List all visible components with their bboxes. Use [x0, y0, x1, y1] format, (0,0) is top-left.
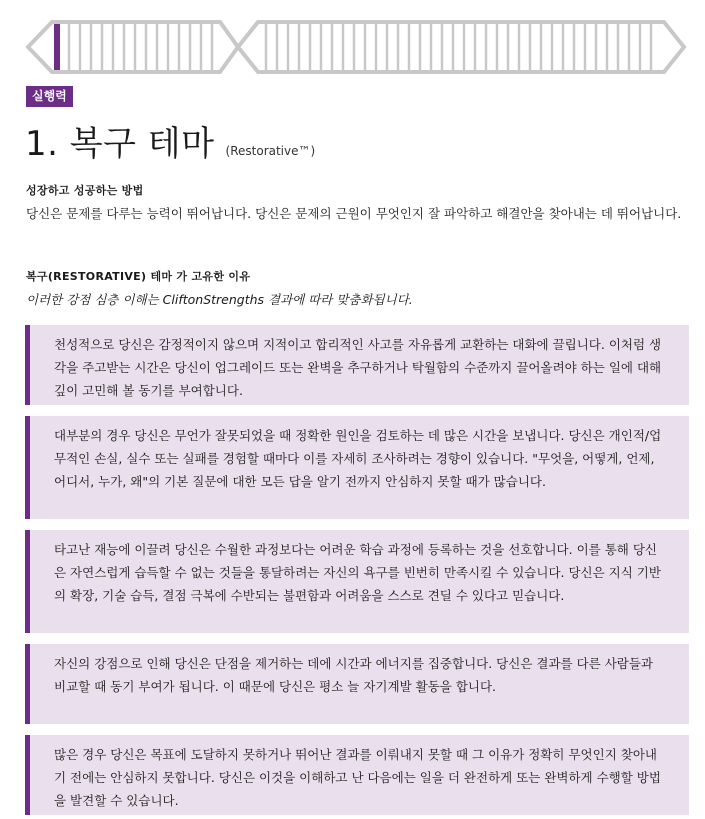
insight-card [25, 416, 689, 519]
domain-badge: 실행력 [26, 86, 73, 107]
insight-text: 타고난 재능에 이끌려 당신은 수월한 과정보다는 어려운 학습 과정에 등록하는 것을 선호합니다. 이를 통해 당신은 자연스럽게 습득할 수 없는 것들을 통달하려는 자신의 욕구를 빈번히 만족시킬 수 있습니다. 당신은 지식 기반의 확장, 기술 습득, 결점 극복에 수반되는 불편함과 어려움을 스스로 견딜 수 있다고 믿습니다. [54, 542, 661, 603]
section-heading-grow: 성장하고 성공하는 방법 [26, 184, 144, 197]
insight-card [25, 735, 689, 815]
section-body-unique: 이러한 강점 심층 이해는 CliftonStrengths 결과에 따라 맞춤화됩니다. [26, 292, 413, 307]
insight-card [25, 644, 689, 724]
insight-card [25, 530, 689, 633]
section-body-grow: 당신은 문제를 다루는 능력이 뛰어납니다. 당신은 문제의 근원이 무엇인지 잘 파악하고 해결안을 찾아내는 데 뛰어납니다. [26, 206, 682, 221]
theme-rank-banner [24, 14, 688, 80]
insight-text: 대부분의 경우 당신은 무언가 잘못되었을 때 정확한 원인을 검토하는 데 많은 시간을 보냅니다. 당신은 개인적/업무적인 손실, 실수 또는 실패를 경험할 때마다 이를 자세히 조사하려는 경향이 있습니다. "무엇을, 어떻게, 언제, 어디서, 누가, 왜"의 기본 질문에 대한 모든 답을 알기 전까지 안심하지 못할 때가 많습니다. [54, 428, 662, 489]
insight-text: 많은 경우 당신은 목표에 도달하지 못하거나 뛰어난 결과를 이뤄내지 못할 때 그 이유가 정확히 무엇인지 찾아내기 전에는 안심하지 못합니다. 당신은 이것을 이해하고 난 다음에는 일을 더 완전하게 또는 완벽하게 수행할 방법을 발견할 수 있습니다. [54, 747, 661, 808]
insight-text: 천성적으로 당신은 감정적이지 않으며 지적이고 합리적인 사고를 자유롭게 교환하는 대화에 끌립니다. 이처럼 생각을 주고받는 시간은 당신이 업그레이드 또는 완벽을 추구하거나 탁월함의 수준까지 끌어올려야 하는 일에 대해 깊이 고민해 볼 동기를 부여합니다. [54, 337, 662, 398]
section-heading-unique: 복구(RESTORATIVE) 테마 가 고유한 이유 [26, 270, 251, 283]
banner-rank-marker [54, 24, 60, 70]
title-row [25, 116, 315, 165]
insight-text: 자신의 강점으로 인해 당신은 단점을 제거하는 데에 시간과 에너지를 집중합니다. 당신은 결과를 다른 사람들과 비교할 때 동기 부여가 됩니다. 이 때문에 당신은 평소 늘 자기계발 활동을 합니다. [54, 656, 654, 694]
insight-card [25, 325, 689, 405]
page-title: 1. 복구 테마 [25, 124, 215, 164]
page-subtitle: (Restorative™) [225, 144, 316, 158]
